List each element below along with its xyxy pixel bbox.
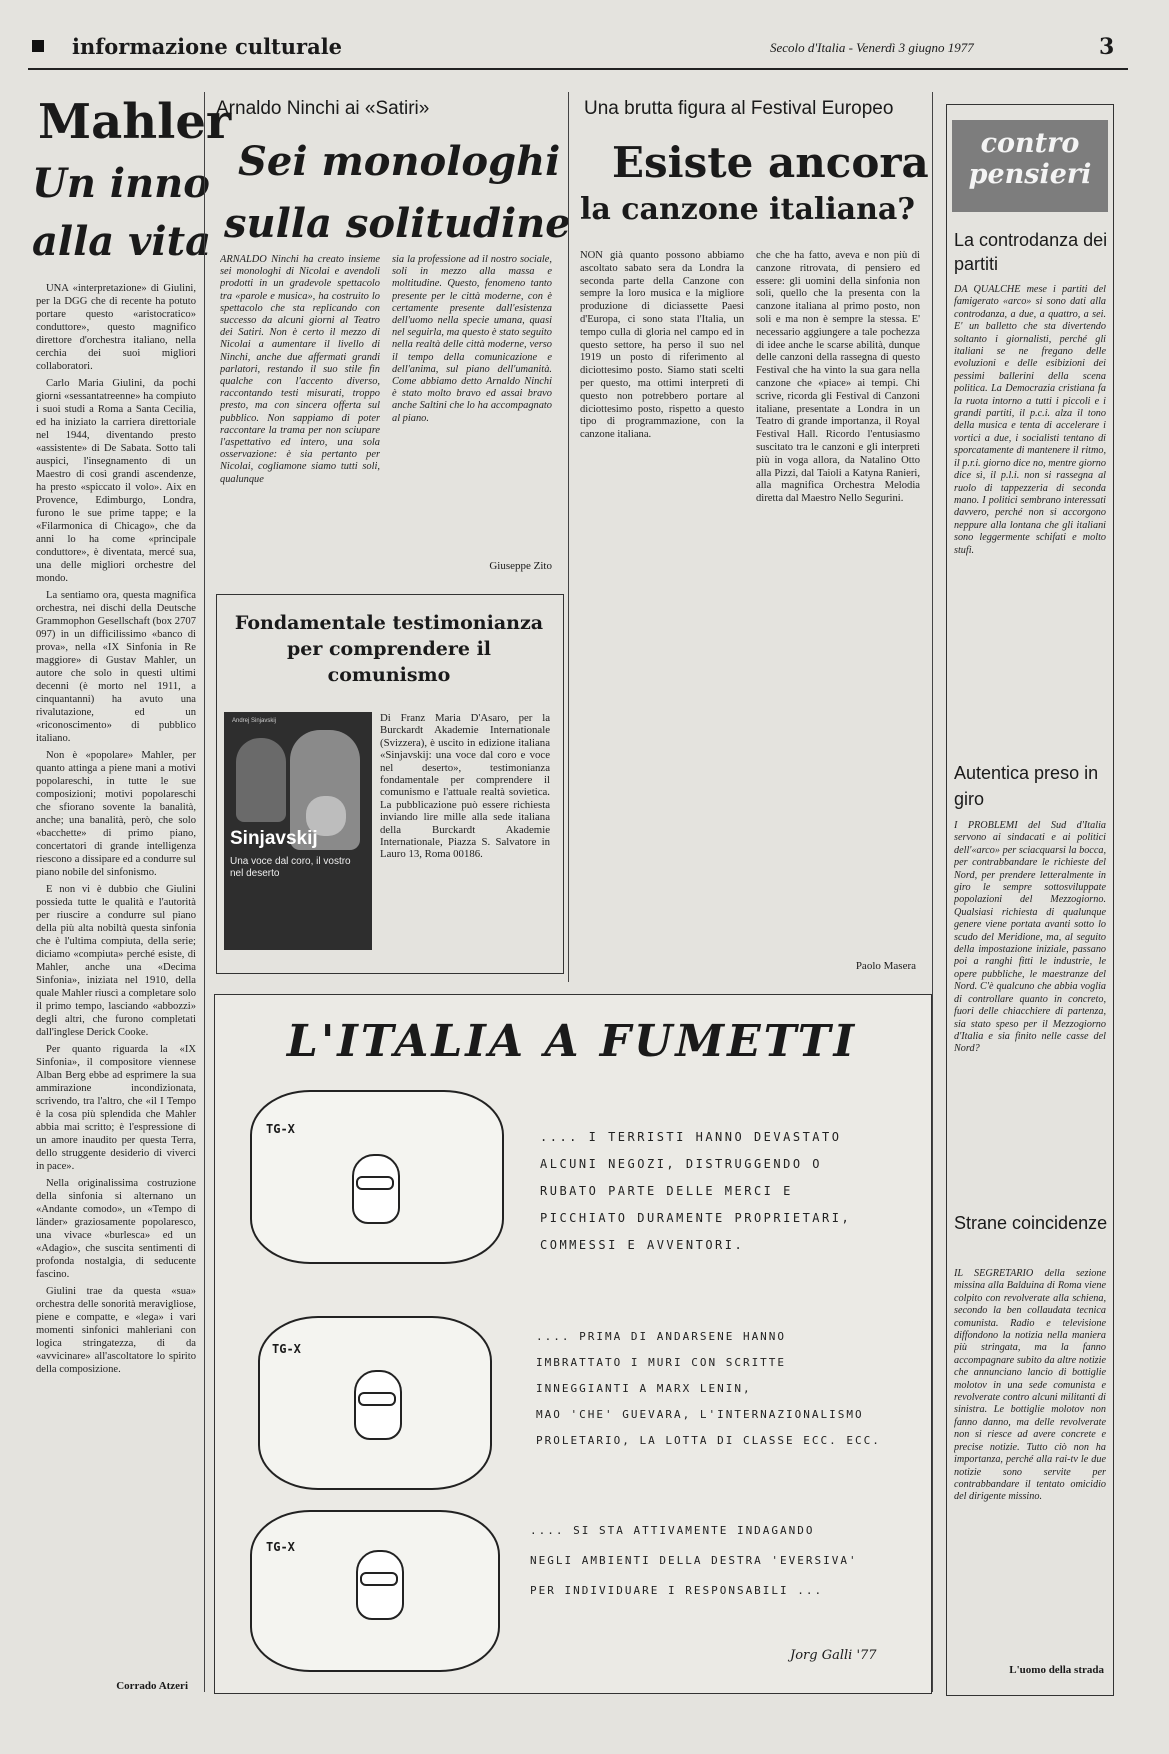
tv-logo: TG‑X <box>266 1122 295 1136</box>
mahler-paragraph: La sentiamo ora, questa magnifica orchestra, nei dischi della Deutsche Grammophon Gesellschaft (box 2707 097) in un difficilissimo «banco di prova», nella «IX Sinfonia in Re maggiore» di Gustav Mahler, un autore che solo in questi ultimi decenni (è morto nel 1911, a cinquantanni) ha avuto una rivalutazione, ed un «riconoscimento» di pubblico italiano. <box>36 590 196 744</box>
cartoon-signature: Jorg Galli '77 <box>790 1648 877 1663</box>
column-rule <box>204 92 205 1692</box>
canzone-author: Paolo Masera <box>855 960 916 972</box>
tv-screen <box>258 1316 492 1490</box>
mahler-subtitle-2: alla vita <box>32 218 211 265</box>
ninchi-title-2: sulla solitudine <box>224 200 571 247</box>
panel-line: .... SI STA ATTIVAMENTE INDAGANDO <box>530 1524 815 1537</box>
panel-line: .... I TERRISTI HANNO DEVASTATO <box>540 1130 842 1144</box>
tv-screen <box>250 1090 504 1264</box>
panel-line: IMBRATTATO I MURI CON SCRITTE <box>536 1356 787 1369</box>
section-title: informazione culturale <box>72 34 343 59</box>
ninchi-title-1: Sei monologhi <box>238 138 561 185</box>
panel-2-text <box>536 1324 926 1454</box>
column-rule <box>568 92 569 982</box>
tv-screen <box>250 1510 500 1672</box>
panel-line: ALCUNI NEGOZI, DISTRUGGENDO O <box>540 1157 823 1171</box>
contro-section-3-title: Strane coincidenze <box>954 1213 1108 1233</box>
panel-line: PROLETARIO, LA LOTTA DI CLASSE ECC. ECC. <box>536 1434 881 1447</box>
mahler-paragraph: E non vi è dubbio che Giulini possieda tutte le qualità e l'autorità per riuscire a condurre sul piano della più alta nobiltà questa sinfonia che è l'ultima compiuta, della serie; diciamo «compiuta» perché esiste, di Mahler, anche una «Decima Sinfonia», iniziata nel 1910, della quale Mahler riuscì a completare solo il primo tempo, lasciando «abbozzi» degli altri, che furono completati dall'inglese Derick Cooke. <box>36 884 196 1038</box>
fumetti-title: L'ITALIA A FUMETTI <box>286 1016 858 1067</box>
canzone-title-1: Esiste ancora <box>612 138 929 187</box>
contro-badge <box>952 120 1108 212</box>
mahler-author: Corrado Atzeri <box>116 1680 188 1692</box>
mahler-paragraph: Non è «popolare» Mahler, per quanto attinga a piene mani a motivi popolareschi, in tutte le sue composizioni; motivi popolareschi che sfiorano sovente la banalità, anche; una banalità, però, che solo «bacchette» di primo piano, concertatori di grande intelligenza riescono a dissipare ed a condurre sul piano nobile del sinfonismo. <box>36 750 196 878</box>
newsreader-glasses <box>356 1176 394 1190</box>
canzone-title-2: la canzone italiana? <box>580 192 915 227</box>
contro-badge-line-1: contro <box>980 128 1080 159</box>
mahler-paragraph: Giulini trae da questa «sua» orchestra delle sonorità meravigliose, piene e compatte, e «lega» i vari momenti sinfonici mahleriani con logica stringatezza, di da «avvicinare» all'ascoltatore lo spirito della composizione. <box>36 1286 196 1375</box>
panel-3-text <box>530 1516 926 1606</box>
canzone-kicker: Una brutta figura al Festival Europeo <box>584 98 894 119</box>
contro-badge-line-2: pensieri <box>968 159 1092 190</box>
canzone-column-1: NON già quanto possono abbiamo ascoltato sabato sera da Londra la seconda parte della Canzone con sempre la loro musica e la migliore produzione di diciassette Paesi d'Europa, ci sono stata l'Italia, un tempo culla di gloria nel campo ed in questo settore, ha perso il suo nel 1919 un posto di riferimento al diciottesimo posto. Siamo stati scelti per questo, ma ottimi interpreti di questo non potrebbero portare al diciottesimo posto, rispetto a questo tipo di programmazione, con la canzone italiana. <box>580 250 744 441</box>
ninchi-author: Giuseppe Zito <box>489 560 552 572</box>
panel-1-text <box>540 1124 920 1259</box>
book-author: Sinjavskij <box>230 828 318 849</box>
portrait-left <box>236 738 286 822</box>
tv-logo: TG‑X <box>272 1342 301 1356</box>
panel-line: NEGLI AMBIENTI DELLA DESTRA 'EVERSIVA' <box>530 1554 858 1567</box>
contro-section-1-body: DA QUALCHE mese i partiti del famigerato «arco» si sono dati alla controdanza, a due, a quattro, a sei. E' un balletto che sta divertendo soltanto i giornalisti, perché gli italiani se ne fregano delle evoluzioni e delle esibizioni dei pessimi ballerini della scena politica. La Democrazia cristiana fa la ruota intorno a tutti i piccoli e i grandi partiti, il p.c.i. alza il tono della musica e tenta di accelerare i vortici a due, i socialisti tentano di sporcatamente di mantenere il ritmo, il p.r.i. giorno dice no, mentre giorno dice sì, il p.l.i. non si rassegna al ruolo di tappezzeria di seconda mano. I politici sembrano interessati davvero, perché non si accorgono neppure alla lontana che gli italiani sono leggermente schifati e molto stufi. <box>954 284 1106 556</box>
newsreader-glasses <box>358 1392 396 1406</box>
book-top-line: Andrej Sinjavskij <box>232 718 277 724</box>
column-rule <box>932 92 933 1692</box>
ninchi-column-2: sia la professione ad il nostro sociale, soli in mezzo alla massa e moltitudine. Questo, fenomeno tanto presente per le città moderne, con è certamente presente dall'esistenza dell'uomo nella specie umana, quasi nel seguirla, ma questo è stato seguito nella realtà delle città moderne, verso il tempo della comunicazione e dell'anima, sul piano dell'umanità. Come abbiamo detto Arnaldo Ninchi è stato molto bravo ed assai bravo anche Saltini che lo ha accompagnato al piano. <box>392 254 552 424</box>
comunismo-body: Di Franz Maria D'Asaro, per la Burckardt Akademie Internationale (Svizzera), è uscito in edizione italiana «Sinjavskij: una voce dal coro e voce nel deserto», testimonianza fondamentale per comprendere il comunismo e l'attuale realtà sovietica. La pubblicazione può essere richiesta inviando lire mille alla sede italiana della Burckardt Akademie Internationale, Piazza S. Salvatore in Lauro 13, Roma 00186. <box>380 712 550 861</box>
panel-line: INNEGGIANTI A MARX LENIN, <box>536 1382 752 1395</box>
mahler-article <box>36 282 196 1658</box>
panel-line: PICCHIATO DURAMENTE PROPRIETARI, <box>540 1211 852 1225</box>
contro-section-3-body: IL SEGRETARIO della sezione missina alla Balduina di Roma viene colpito con revolverate alla schiena, secondo la ben collaudata tecnica comunista. Radio e televisione diffondono la notizia nella maniera più stringata, ma la fanno accompagnare subito da altre notizie che annunciano lancio di bottiglie molotov in una sede comunista e revolverate contro alcuni militanti di sinistra. Le bottiglie molotov non fanno danno, ma delle revolverate non si riesce ad avere concrete e precise notizie. Tutto ciò non ha importanza, perché alla rai-tv le due notizie sono servite per contrabbandare il tentato omicidio del dirigente missino. <box>954 1268 1106 1503</box>
mahler-paragraph: UNA «interpretazione» di Giulini, per la DGG che di recente ha potuto portare questo «aristocratico» conduttore», questo magnifico direttore d'orchestra italiano, nella cerchia dei suoi migliori collaboratori. <box>36 283 196 372</box>
book-subtitle: Una voce dal coro, il vostro nel deserto <box>230 856 351 879</box>
newsreader-glasses <box>360 1572 398 1586</box>
mahler-paragraph: Per quanto riguarda la «IX Sinfonia», il compositore viennese Alban Berg ebbe ad esprimere la sua ammirazione incondizionata, scrivendo, tra l'altro, che «il I Tempo è la cosa più splendida che Mahler abbia mai scritto; è l'espressione di un amore inaudito per questa Terra, dello struggente desiderio di viverci in pace». <box>36 1044 196 1172</box>
comunismo-title: Fondamentale testimonianza per comprendere il comunismo <box>234 612 544 686</box>
canzone-column-2: che che ha fatto, aveva e non più di canzone ritrovata, di pensiero ed essere: gli uomini della sinfonia non soli, quello che la presenta con la canzone italiana al primo posto, non soli e ma non è sempre la stessa. E' necessario aggiungere a tale pochezza di idee anche le scarse abilità, dunque delle canzoni della rassegna di questo Festival che ha vinto la sua gara nella canzone che «piace» ai tempi. Chi scrive, ricorda gli Festival di Canzoni italiane, presentate a Londra in un Teatro di grande importanza, il Royal Festival Hall. Ricordo l'entusiasmo suscitato tra le canzoni e gli interpreti più in voga allora, da Natalino Otto alla Pizzi, dal Taioli a Katyna Ranieri, alla magnifica Orchestra Melodia diretta dal Maestro Nello Segurini. <box>756 250 920 505</box>
contro-author: L'uomo della strada <box>1009 1664 1104 1676</box>
mahler-title: Mahler <box>38 94 232 150</box>
panel-line: PER INDIVIDUARE I RESPONSABILI ... <box>530 1584 824 1597</box>
ninchi-kicker: Arnaldo Ninchi ai «Satiri» <box>216 98 430 119</box>
panel-line: RUBATO PARTE DELLE MERCI E <box>540 1184 793 1198</box>
panel-line: MAO 'CHE' GUEVARA, L'INTERNAZIONALISMO <box>536 1408 864 1421</box>
contro-section-2-body: I PROBLEMI del Sud d'Italia servono ai sindacati e ai politici dell'«arco» per sciacquarsi la bocca, per contrabbandare le richieste del Nord, per prendere letteralmente in giro le sempre sottosviluppate popolazioni del Mezzogiorno. Qualsiasi richiesta di qualunque genere viene portata avanti sotto lo scudo del Meridione, ma, al seguito della impostazione iniziale, passano poi a ranghi fitti le industrie, le opere pubbliche, le maestranze del Nord. C'è qualcuno che abbia voglia di controllare quanto in concreto, fuori delle chiacchiere di partenza, sia stato speso per il Mezzogiorno d'Italia e sia finito nelle casse del Nord? <box>954 820 1106 1055</box>
tv-logo: TG‑X <box>266 1540 295 1554</box>
mahler-paragraph: Nella originalissima costruzione della sinfonia si alternano un «Andante comodo», un «Tempo di länder» graziosamente popolaresco, una vivace «burlesca» ed un «Adagio», che suscita sentimenti di profonda nostalgia, di seducente fascino. <box>36 1178 196 1280</box>
ninchi-column-1: ARNALDO Ninchi ha creato insieme sei monologhi di Nicolai e avendoli prodotti in un gradevole spettacolo tra «parole e musica», ha costruito lo spettacolo che sta replicando con successo da alcuni giorni al Teatro dei Satiri. Non è certo il mezzo di Nicolai a aumentare il livello di Ninchi, anche due affermati grandi parlatori, restando il suo stile fin qualche con l'accento diverso, raccontando testi misurati, troppo presto, ma con sincera offerta sul pubblico. Non sappiamo di poter raccontare la trama per non sciupare l'aspettativo ed intero, una sola osservazione: è sia pertanto per Nicolai, cogliamone siamo tutti soli, qualunque <box>220 254 380 485</box>
contro-section-1-title: La controdanza dei partiti <box>954 230 1108 274</box>
panel-line: .... PRIMA DI ANDARSENE HANNO <box>536 1330 787 1343</box>
header-rule <box>28 68 1128 70</box>
contro-section-2-title: Autentica preso in giro <box>954 763 1099 809</box>
mahler-paragraph: Carlo Maria Giulini, da pochi giorni «sessantatreenne» ha compiuto i suoi studi a Roma a Santa Cecilia, ed ha iniziato la carriera direttoriale nel 1944, diventando presto «assistente» di De Sabata. Sotto tali auspici, l'insegnamento di un Maestro di così grandi ascendenze, ha presto «spiccato il volo». Aix en Provence, Edimburgo, Londra, furono le sue prime tappe; e la «Filarmonica di Chicago», che da anni lo ha come «principale conduttore», è diventata, mercé sua, una delle migliori orchestre del mondo. <box>36 378 196 584</box>
mahler-subtitle-1: Un inno <box>32 160 210 207</box>
panel-line: COMMESSI E AVVENTORI. <box>540 1238 745 1252</box>
page-number: 3 <box>1099 34 1115 60</box>
paper-date: Secolo d'Italia - Venerdì 3 giugno 1977 <box>770 40 974 55</box>
header-square-icon <box>32 40 44 52</box>
book-cover <box>224 712 372 950</box>
